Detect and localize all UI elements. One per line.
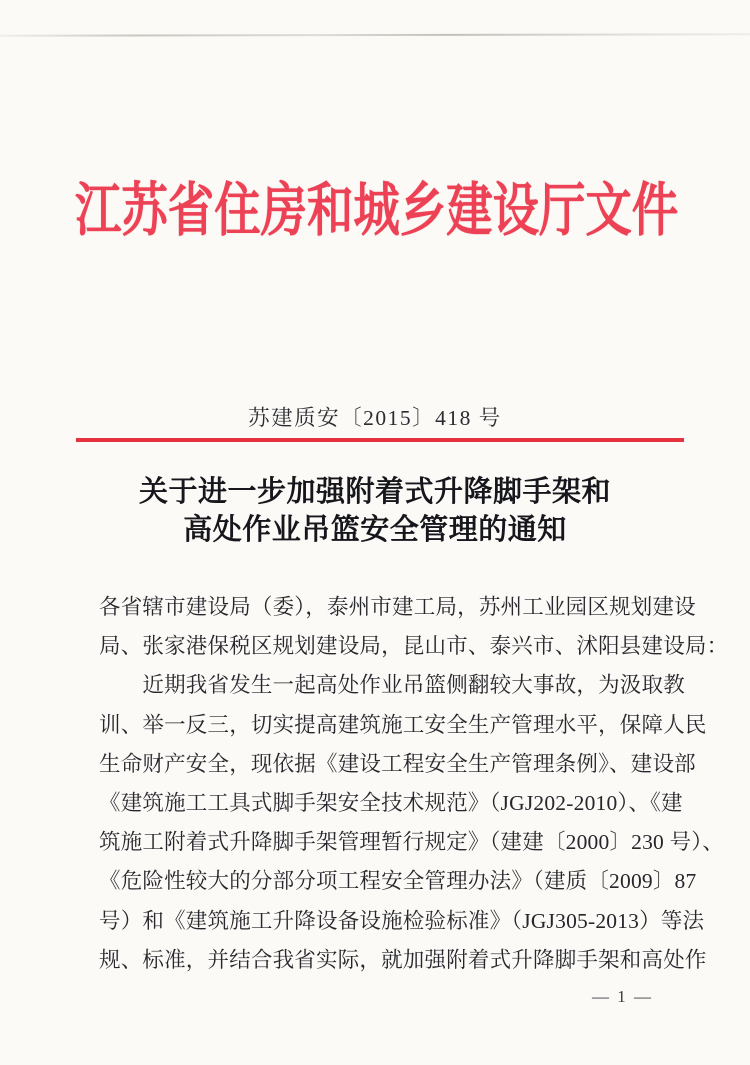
red-divider-rule: [76, 438, 684, 442]
body-line: 筑施工附着式升降脚手架管理暂行规定》（建建〔2000〕230 号）、: [99, 830, 724, 855]
body-line: 局、张家港保税区规划建设局，昆山市、泰兴市、沭阳县建设局：: [99, 634, 729, 659]
document-number: 苏建质安〔2015〕418 号: [248, 406, 502, 430]
page-number: — 1 —: [592, 987, 653, 1006]
scan-artifact-line: [0, 33, 750, 37]
document-body: [99, 588, 729, 980]
body-line: 《危险性较大的分部分项工程安全管理办法》（建质〔2009〕87: [99, 869, 697, 894]
body-line: 训、举一反三，切实提高建筑施工安全生产管理水平，保障人民: [99, 712, 707, 737]
body-line: 各省辖市建设局（委），泰州市建工局，苏州工业园区规划建设: [99, 595, 696, 619]
notice-title-line1: 关于进一步加强附着式升降脚手架和: [138, 476, 611, 508]
notice-title: [0, 474, 750, 549]
body-line: 生命财产安全，现依据《建设工程安全生产管理条例》、建设部: [99, 751, 696, 776]
letterhead-title: 江苏省住房和城乡建设厅文件: [75, 178, 679, 243]
notice-title-line2: 高处作业吊篮安全管理的通知: [183, 513, 567, 546]
body-line: 《建筑施工工具式脚手架安全技术规范》（JGJ202-2010）、《建: [99, 790, 683, 815]
body-line: 近期我省发生一起高处作业吊篮侧翻较大事故，为汲取教: [99, 673, 685, 698]
body-line: 规、标准，并结合我省实际，就加强附着式升降脚手架和高处作: [99, 947, 707, 972]
page-footer: [575, 987, 670, 1007]
body-line: 号）和《建筑施工升降设备设施检验标准》（JGJ305-2013）等法: [99, 908, 705, 933]
